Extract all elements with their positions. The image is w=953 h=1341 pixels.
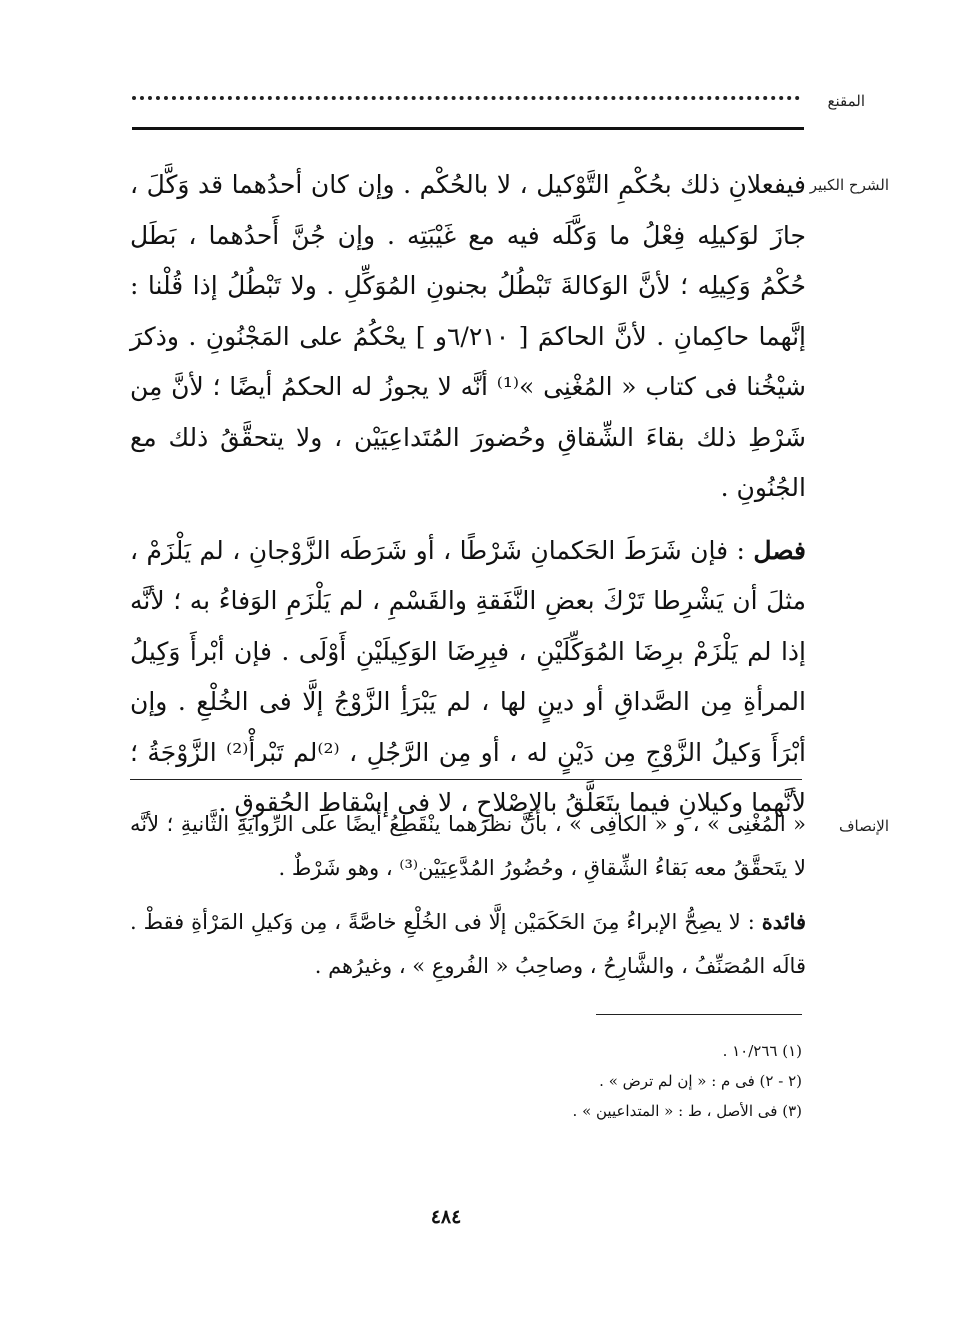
running-title: المقنع — [827, 92, 865, 110]
fasl-heading: فصل — [753, 535, 806, 565]
footnote-2: (٢ - ٢) فى م : « إن لم ترض » . — [599, 1072, 802, 1090]
margin-label-sharh: الشرح الكبير — [809, 176, 889, 194]
insaf-paragraph-2-body: : لا يصِحُّ الإبراءُ مِنَ الحَكَمَيْن إلَّا فى الخُلْعِ خاصَّةً ، مِن وَكيلِ المَرْأةِ فقطْ . قالَه المُصَنِّفُ ، والشَّارِحُ ، وصاحِبُ « الفُروعِ » ، وغيرُهم . — [130, 910, 806, 978]
insaf-paragraph-2 — [130, 900, 806, 988]
footnote-3: (٣) فى الأصل ، ط : « المتداعيين » . — [572, 1102, 802, 1120]
section-divider — [130, 779, 802, 780]
insaf-text — [130, 802, 806, 988]
margin-label-insaf: الإنصاف — [838, 817, 889, 835]
main-paragraph-2-body: : فإن شَرَطَ الحَكمانِ شَرْطًا ، أو شَرَطَه الزَّوْجانِ ، لم يَلْزَمْ ، مثلَ أن يَشْرِطا تَرْكَ بعضِ النَّفَقةِ والقَسْمِ ، لم يَلْزَمِ الوَفاءُ به ؛ لأنَّه إذا لم يَلْزَمْ برِضَا المُوَكِّلَيْنِ ، فبِرِضَا الوَكِيلَيْنِ أَوْلَى . فإن أبْرأَ وَكِيلُ المرأةِ مِن الصَّداقِ أو دينٍ لها ، لم يَبْرَأِ الزَّوْجُ إلَّا فى الخُلْعِ . وإن أبْرَأَ وَكيلُ الزَّوْجِ مِن دَيْنٍ له ، أو مِن الرَّجُلِ ، ⁽²⁾لم تَبْرأْ⁽²⁾ الزَّوْجَةُ ؛ لأنَّهما وكيلانِ فيما يتَعَلَّقُ بالإِصْلاحِ ، لا فى إسْقاطِ الحُقوقِ . — [130, 535, 806, 817]
page-number: ٤٨٤ — [430, 1206, 462, 1228]
header-rule — [132, 127, 804, 130]
footnote-rule — [596, 1014, 802, 1015]
dotted-leader — [132, 88, 800, 100]
main-paragraph-1: فيفعلانِ ذلك بحُكْمِ التَّوْكيل ، لا بالحُكْم . وإن كان أحدُهما قد وَكَّلَ ، جازَ لوَكيلِه فِعْلُ ما وَكَّلَه فيه مع غَيْبَتِه . وإن جُنَّ أَحدُهما ، بَطَل حُكْمُ وَكِيلِه ؛ لأنَّ الوَكالةَ تَبْطُلُ بجنونِ المُوَكِّلِ . ولا تَبْطُلُ إذا قُلْنا : إنَّهما حاكِمانِ . لأنَّ الحاكمَ [ ٦/٢١٠و ] يحْكُمُ على المَجْنُونِ . وذكرَ شيْخُنا فى كتاب « المُغْنِى »⁽¹⁾ أنَّه لا يجوزُ له الحكمُ أيضًا ؛ لأنَّ مِن شَرْطِ ذلك بقاءَ الشِّقاقِ وحُضورَ المُتَداعِيَيْن ، ولا يتحقَّقُ ذلك مع الجُنُونِ . — [130, 170, 806, 502]
footnote-1: (١) ١٠/٢٦٦ . — [722, 1042, 802, 1060]
footnotes — [300, 1036, 802, 1126]
main-paragraph-2 — [130, 526, 806, 829]
insaf-paragraph-1: « المُغْنِى » ، و « الكافِى » ، بأنَّ نظرَهما ينْقَطِعُ أيضًا على الرِّوايَةِ الثَّانيةِ ؛ لأنَّه لا يتَحقَّقُ معه بَقاءُ الشِّقاقِ ، وحُضُورُ المُدَّعِيَيْن⁽³⁾ ، وهو شَرْطٌ . — [130, 812, 806, 880]
faida-heading: فائدة — [761, 909, 806, 934]
main-text — [130, 160, 806, 829]
